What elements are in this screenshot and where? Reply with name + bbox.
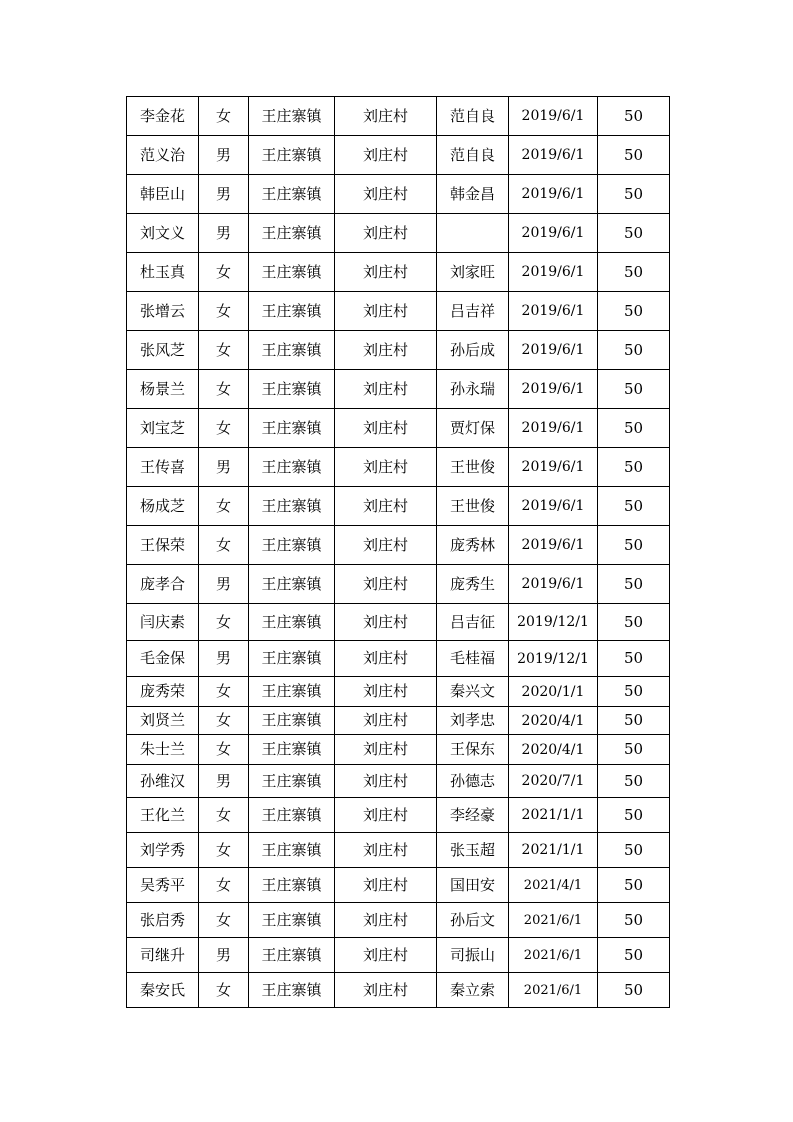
date-cell: 2019/6/1 [509,409,598,448]
town-cell: 王庄寨镇 [249,409,335,448]
village-cell: 刘庄村 [335,868,437,903]
town-cell: 王庄寨镇 [249,97,335,136]
person-name-cell: 刘贤兰 [127,707,199,735]
town-cell: 王庄寨镇 [249,938,335,973]
contact-name-cell: 刘家旺 [437,253,509,292]
date-cell: 2021/6/1 [509,903,598,938]
table-row [127,903,670,938]
amount-cell: 50 [598,136,670,175]
table-row [127,641,670,677]
date-cell: 2019/6/1 [509,331,598,370]
date-cell: 2019/6/1 [509,370,598,409]
village-cell: 刘庄村 [335,370,437,409]
town-cell: 王庄寨镇 [249,565,335,604]
person-name-cell: 李金花 [127,97,199,136]
amount-cell: 50 [598,526,670,565]
person-name-cell: 杜玉真 [127,253,199,292]
village-cell: 刘庄村 [335,214,437,253]
village-cell: 刘庄村 [335,565,437,604]
town-cell: 王庄寨镇 [249,214,335,253]
contact-name-cell: 王保东 [437,735,509,765]
person-name-cell: 王保荣 [127,526,199,565]
contact-name-cell: 吕吉征 [437,604,509,641]
date-cell: 2021/1/1 [509,798,598,833]
contact-name-cell: 秦兴文 [437,677,509,707]
person-name-cell: 朱士兰 [127,735,199,765]
contact-name-cell: 国田安 [437,868,509,903]
date-cell: 2019/12/1 [509,641,598,677]
gender-cell: 女 [199,798,249,833]
gender-cell: 女 [199,735,249,765]
village-cell: 刘庄村 [335,331,437,370]
person-name-cell: 范义治 [127,136,199,175]
amount-cell: 50 [598,487,670,526]
date-cell: 2021/4/1 [509,868,598,903]
village-cell: 刘庄村 [335,765,437,798]
date-cell: 2020/1/1 [509,677,598,707]
town-cell: 王庄寨镇 [249,487,335,526]
gender-cell: 男 [199,565,249,604]
person-name-cell: 闫庆素 [127,604,199,641]
date-cell: 2020/4/1 [509,707,598,735]
amount-cell: 50 [598,903,670,938]
gender-cell: 女 [199,526,249,565]
amount-cell: 50 [598,765,670,798]
gender-cell: 女 [199,903,249,938]
village-cell: 刘庄村 [335,526,437,565]
town-cell: 王庄寨镇 [249,798,335,833]
town-cell: 王庄寨镇 [249,903,335,938]
date-cell: 2019/6/1 [509,565,598,604]
village-cell: 刘庄村 [335,97,437,136]
gender-cell: 女 [199,97,249,136]
date-cell: 2019/6/1 [509,526,598,565]
amount-cell: 50 [598,798,670,833]
contact-name-cell: 孙后成 [437,331,509,370]
gender-cell: 男 [199,136,249,175]
town-cell: 王庄寨镇 [249,292,335,331]
contact-name-cell: 司振山 [437,938,509,973]
table-row [127,707,670,735]
gender-cell: 男 [199,214,249,253]
date-cell: 2019/6/1 [509,253,598,292]
amount-cell: 50 [598,973,670,1008]
table-row [127,448,670,487]
town-cell: 王庄寨镇 [249,707,335,735]
table-row [127,868,670,903]
amount-cell: 50 [598,868,670,903]
table-row [127,97,670,136]
amount-cell: 50 [598,253,670,292]
table-row [127,409,670,448]
amount-cell: 50 [598,833,670,868]
village-cell: 刘庄村 [335,409,437,448]
village-cell: 刘庄村 [335,973,437,1008]
contact-name-cell: 孙德志 [437,765,509,798]
village-cell: 刘庄村 [335,604,437,641]
person-name-cell: 秦安氏 [127,973,199,1008]
table-row [127,604,670,641]
table-row [127,526,670,565]
contact-name-cell [437,214,509,253]
date-cell: 2019/6/1 [509,97,598,136]
date-cell: 2019/6/1 [509,292,598,331]
records-table-body [127,97,670,1008]
person-name-cell: 孙维汉 [127,765,199,798]
contact-name-cell: 孙永瑞 [437,370,509,409]
amount-cell: 50 [598,97,670,136]
town-cell: 王庄寨镇 [249,526,335,565]
contact-name-cell: 王世俊 [437,487,509,526]
date-cell: 2020/4/1 [509,735,598,765]
table-row [127,735,670,765]
town-cell: 王庄寨镇 [249,973,335,1008]
gender-cell: 女 [199,487,249,526]
contact-name-cell: 庞秀生 [437,565,509,604]
amount-cell: 50 [598,370,670,409]
table-row [127,136,670,175]
contact-name-cell: 王世俊 [437,448,509,487]
contact-name-cell: 韩金昌 [437,175,509,214]
village-cell: 刘庄村 [335,292,437,331]
person-name-cell: 吴秀平 [127,868,199,903]
person-name-cell: 韩臣山 [127,175,199,214]
gender-cell: 女 [199,604,249,641]
town-cell: 王庄寨镇 [249,868,335,903]
contact-name-cell: 张玉超 [437,833,509,868]
table-row [127,487,670,526]
village-cell: 刘庄村 [335,448,437,487]
village-cell: 刘庄村 [335,798,437,833]
amount-cell: 50 [598,735,670,765]
village-cell: 刘庄村 [335,735,437,765]
amount-cell: 50 [598,409,670,448]
contact-name-cell: 秦立索 [437,973,509,1008]
table-row [127,765,670,798]
village-cell: 刘庄村 [335,903,437,938]
town-cell: 王庄寨镇 [249,253,335,292]
date-cell: 2019/6/1 [509,487,598,526]
amount-cell: 50 [598,331,670,370]
person-name-cell: 张启秀 [127,903,199,938]
town-cell: 王庄寨镇 [249,331,335,370]
town-cell: 王庄寨镇 [249,735,335,765]
records-table [126,96,670,1008]
amount-cell: 50 [598,677,670,707]
person-name-cell: 杨成芝 [127,487,199,526]
gender-cell: 男 [199,938,249,973]
contact-name-cell: 庞秀林 [437,526,509,565]
contact-name-cell: 毛桂福 [437,641,509,677]
table-row [127,677,670,707]
village-cell: 刘庄村 [335,253,437,292]
town-cell: 王庄寨镇 [249,677,335,707]
amount-cell: 50 [598,604,670,641]
gender-cell: 女 [199,292,249,331]
table-row [127,253,670,292]
person-name-cell: 刘文义 [127,214,199,253]
village-cell: 刘庄村 [335,136,437,175]
gender-cell: 男 [199,448,249,487]
village-cell: 刘庄村 [335,487,437,526]
date-cell: 2021/6/1 [509,973,598,1008]
gender-cell: 女 [199,331,249,370]
person-name-cell: 司继升 [127,938,199,973]
village-cell: 刘庄村 [335,707,437,735]
village-cell: 刘庄村 [335,833,437,868]
gender-cell: 女 [199,973,249,1008]
amount-cell: 50 [598,707,670,735]
village-cell: 刘庄村 [335,641,437,677]
table-row [127,938,670,973]
table-row [127,175,670,214]
date-cell: 2020/7/1 [509,765,598,798]
table-row [127,214,670,253]
village-cell: 刘庄村 [335,677,437,707]
gender-cell: 女 [199,868,249,903]
gender-cell: 男 [199,641,249,677]
gender-cell: 女 [199,707,249,735]
amount-cell: 50 [598,175,670,214]
contact-name-cell: 孙后文 [437,903,509,938]
person-name-cell: 王传喜 [127,448,199,487]
town-cell: 王庄寨镇 [249,765,335,798]
town-cell: 王庄寨镇 [249,641,335,677]
date-cell: 2021/6/1 [509,938,598,973]
table-row [127,370,670,409]
town-cell: 王庄寨镇 [249,448,335,487]
amount-cell: 50 [598,292,670,331]
person-name-cell: 杨景兰 [127,370,199,409]
gender-cell: 女 [199,833,249,868]
town-cell: 王庄寨镇 [249,833,335,868]
amount-cell: 50 [598,938,670,973]
date-cell: 2019/6/1 [509,214,598,253]
gender-cell: 女 [199,677,249,707]
amount-cell: 50 [598,448,670,487]
table-row [127,331,670,370]
person-name-cell: 张增云 [127,292,199,331]
town-cell: 王庄寨镇 [249,604,335,641]
gender-cell: 男 [199,175,249,214]
table-row [127,292,670,331]
person-name-cell: 刘学秀 [127,833,199,868]
village-cell: 刘庄村 [335,938,437,973]
table-row [127,565,670,604]
contact-name-cell: 吕吉祥 [437,292,509,331]
person-name-cell: 张风芝 [127,331,199,370]
table-row [127,973,670,1008]
gender-cell: 女 [199,370,249,409]
date-cell: 2019/12/1 [509,604,598,641]
date-cell: 2019/6/1 [509,136,598,175]
gender-cell: 女 [199,409,249,448]
amount-cell: 50 [598,641,670,677]
date-cell: 2019/6/1 [509,448,598,487]
gender-cell: 女 [199,253,249,292]
person-name-cell: 庞秀荣 [127,677,199,707]
table-row [127,833,670,868]
contact-name-cell: 范自良 [437,97,509,136]
date-cell: 2021/1/1 [509,833,598,868]
contact-name-cell: 李经豪 [437,798,509,833]
amount-cell: 50 [598,565,670,604]
town-cell: 王庄寨镇 [249,136,335,175]
person-name-cell: 王化兰 [127,798,199,833]
contact-name-cell: 范自良 [437,136,509,175]
town-cell: 王庄寨镇 [249,370,335,409]
date-cell: 2019/6/1 [509,175,598,214]
person-name-cell: 刘宝芝 [127,409,199,448]
village-cell: 刘庄村 [335,175,437,214]
town-cell: 王庄寨镇 [249,175,335,214]
person-name-cell: 庞孝合 [127,565,199,604]
contact-name-cell: 刘孝忠 [437,707,509,735]
table-row [127,798,670,833]
contact-name-cell: 贾灯保 [437,409,509,448]
amount-cell: 50 [598,214,670,253]
person-name-cell: 毛金保 [127,641,199,677]
gender-cell: 男 [199,765,249,798]
